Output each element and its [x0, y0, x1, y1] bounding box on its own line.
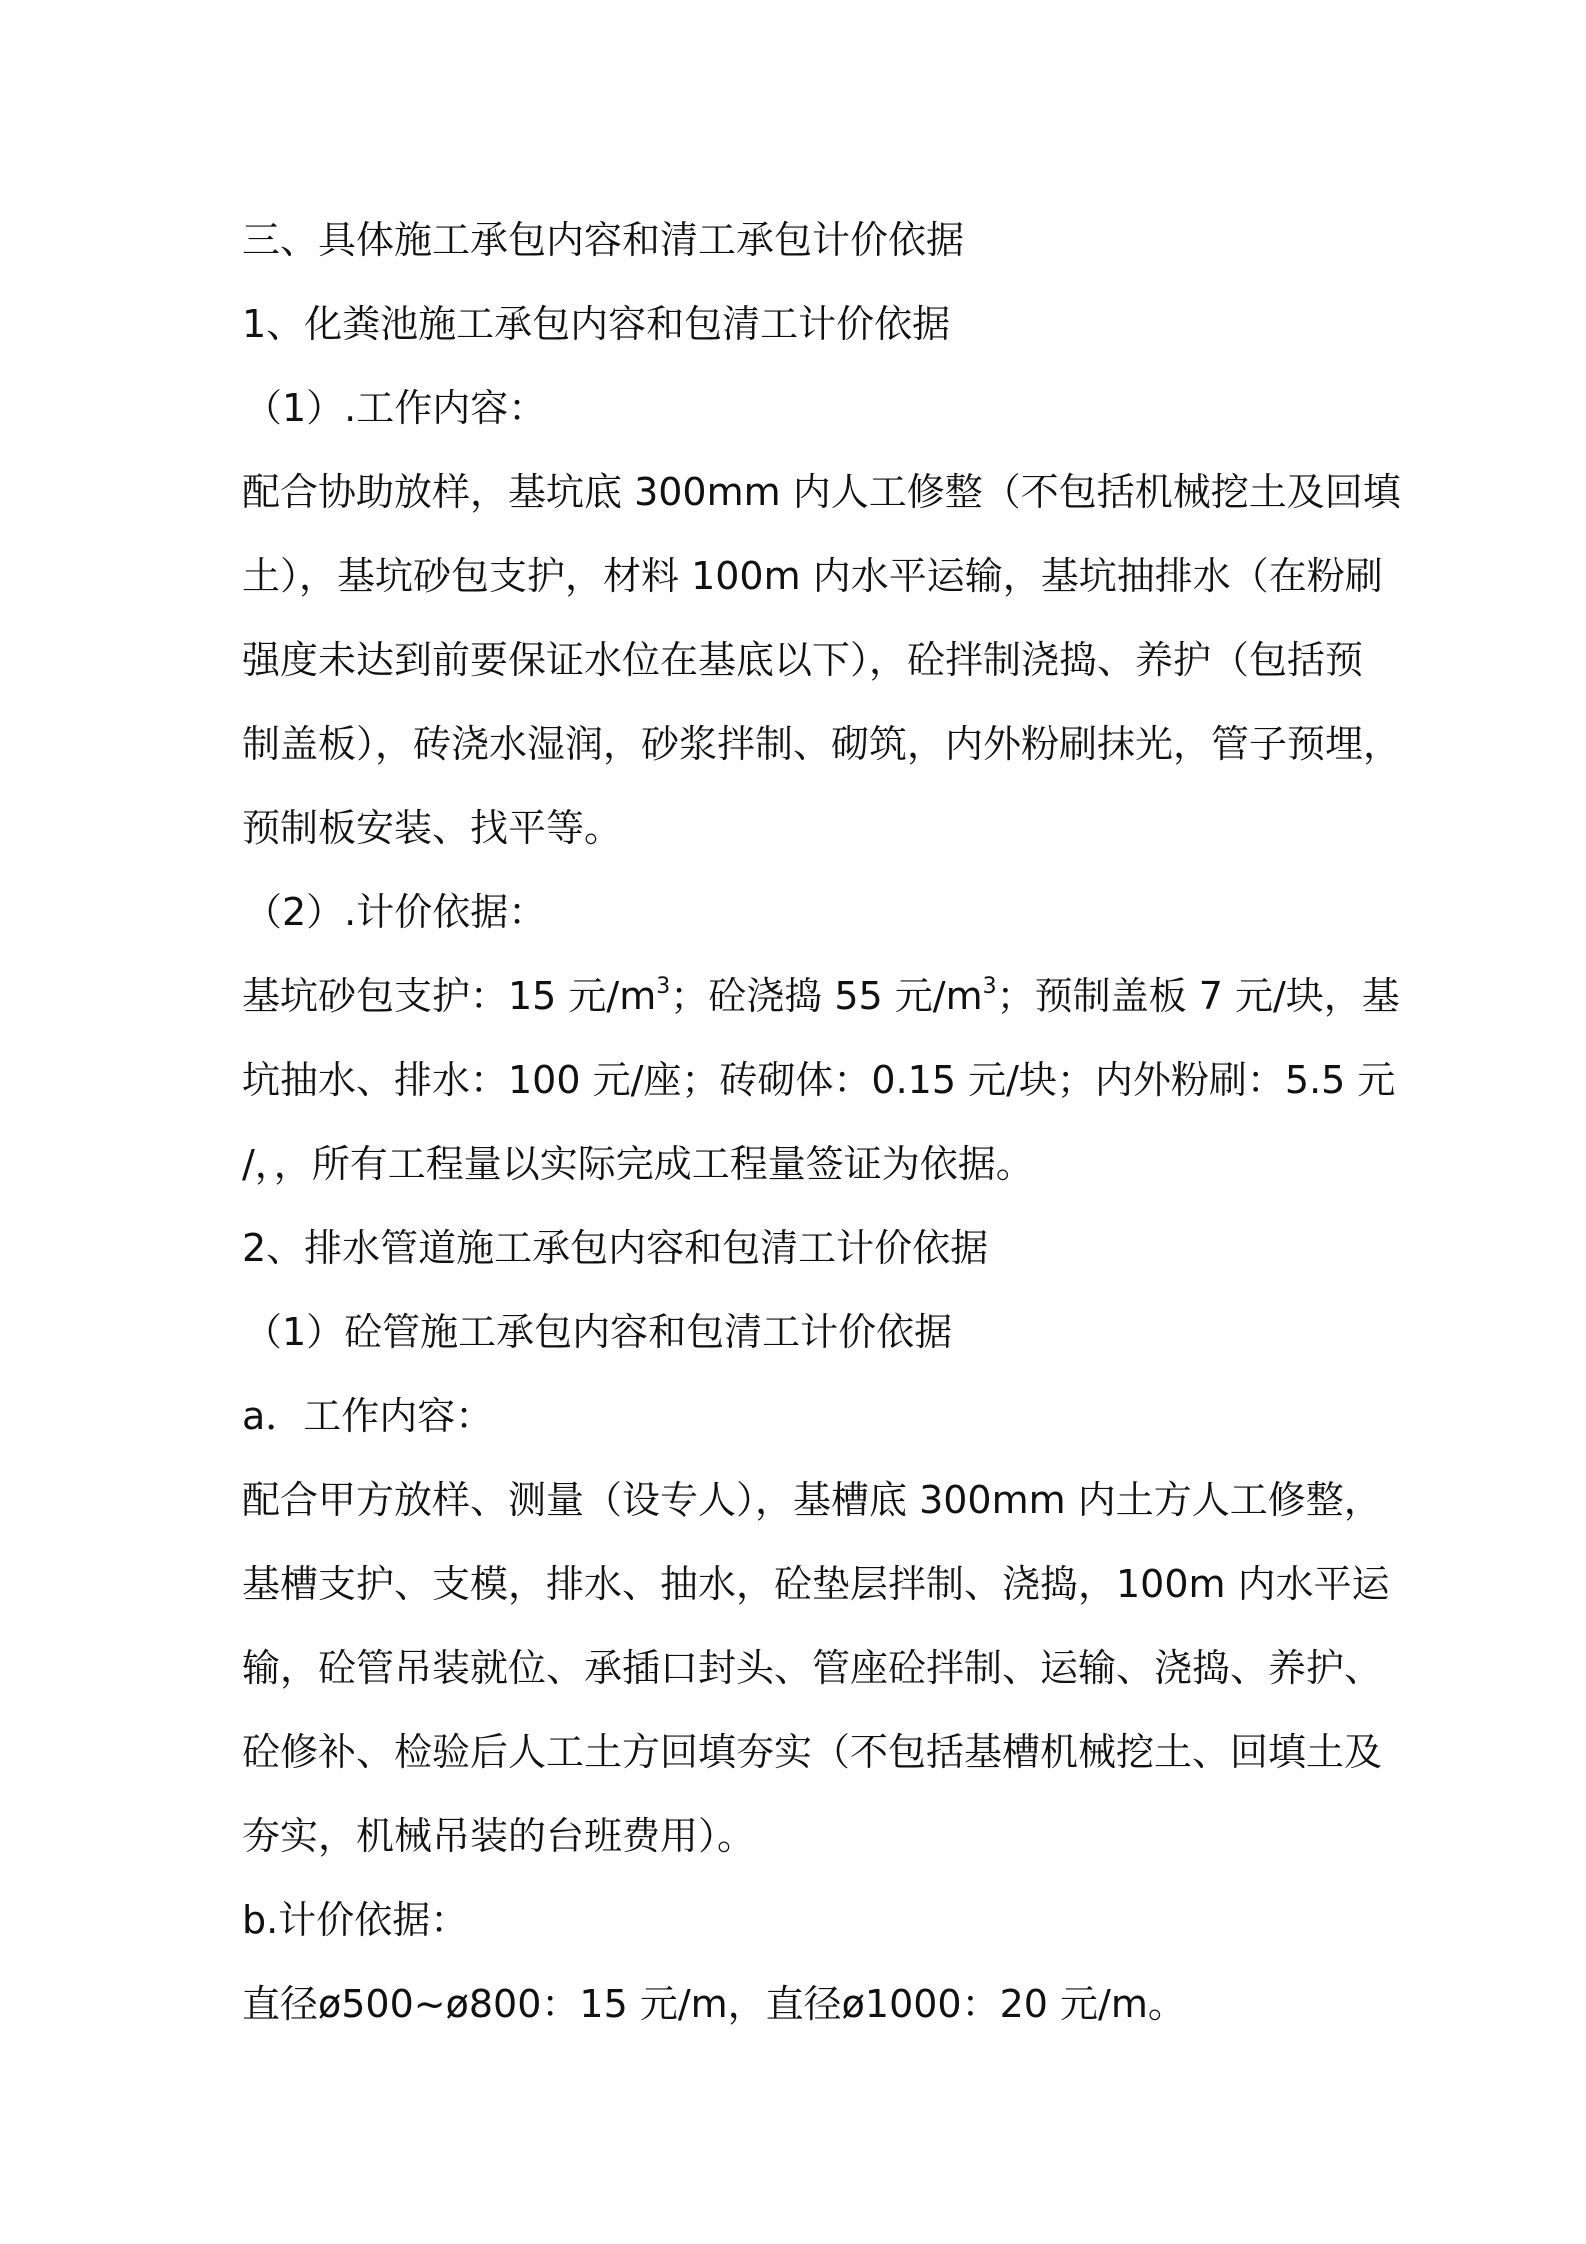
pricing-line: 直径ø500~ø800：15 元/m，直径ø1000：20 元/m。	[242, 1982, 1186, 2026]
paragraph-line: 输，砼管吊装就位、承插口封头、管座砼拌制、运输、浇捣、养护、	[242, 1646, 1383, 1690]
work-content-title: a．工作内容：	[242, 1394, 494, 1438]
document-body	[242, 198, 1402, 2046]
pricing-line	[242, 954, 1400, 1038]
section-1-pricing-title: （2）.计价依据：	[244, 890, 547, 934]
superscript: 3	[656, 974, 671, 999]
paragraph-line: 夯实，机械吊装的台班费用）。	[242, 1814, 756, 1858]
pricing-text: ；砼浇捣 55 元/m	[670, 974, 983, 1018]
section-heading: 三、具体施工承包内容和清工承包计价依据	[242, 218, 965, 262]
paragraph-line: 砼修补、检验后人工土方回填夯实（不包括基槽机械挖土、回填土及	[242, 1730, 1383, 1774]
pricing-line: 坑抽水、排水：100 元/座；砖砌体：0.15 元/块；内外粉刷：5.5 元	[242, 1058, 1396, 1102]
paragraph-line: 配合甲方放样、测量（设专人），基槽底 300mm 内土方人工修整，	[242, 1478, 1382, 1522]
paragraph-line: 配合协助放样，基坑底 300mm 内人工修整（不包括机械挖土及回填	[242, 470, 1401, 514]
section-1-work-content-title: （1）.工作内容：	[244, 386, 547, 430]
pricing-text: 基坑砂包支护：15 元/m	[242, 974, 657, 1018]
paragraph-line: 土），基坑砂包支护，材料 100m 内水平运输，基坑抽排水（在粉刷	[242, 554, 1383, 598]
pricing-text: ；预制盖板 7 元/块，基	[996, 974, 1400, 1018]
superscript: 3	[982, 974, 997, 999]
paragraph-line: 强度未达到前要保证水位在基底以下），砼拌制浇捣、养护（包括预	[242, 638, 1364, 682]
pricing-title: b.计价依据：	[242, 1898, 469, 1942]
paragraph-line: 基槽支护、支模，排水、抽水，砼垫层拌制、浇捣，100m 内水平运	[242, 1562, 1390, 1606]
pricing-line: /，，所有工程量以实际完成工程量签证为依据。	[242, 1142, 1034, 1186]
section-1-title: 1、化粪池施工承包内容和包清工计价依据	[242, 302, 951, 346]
paragraph-line: 预制板安装、找平等。	[242, 806, 623, 850]
section-2-subsection-title: （1）砼管施工承包内容和包清工计价依据	[244, 1310, 953, 1354]
section-2-title: 2、排水管道施工承包内容和包清工计价依据	[242, 1226, 989, 1270]
paragraph-line: 制盖板），砖浇水湿润，砂浆拌制、砌筑，内外粉刷抹光，管子预埋，	[242, 722, 1402, 766]
